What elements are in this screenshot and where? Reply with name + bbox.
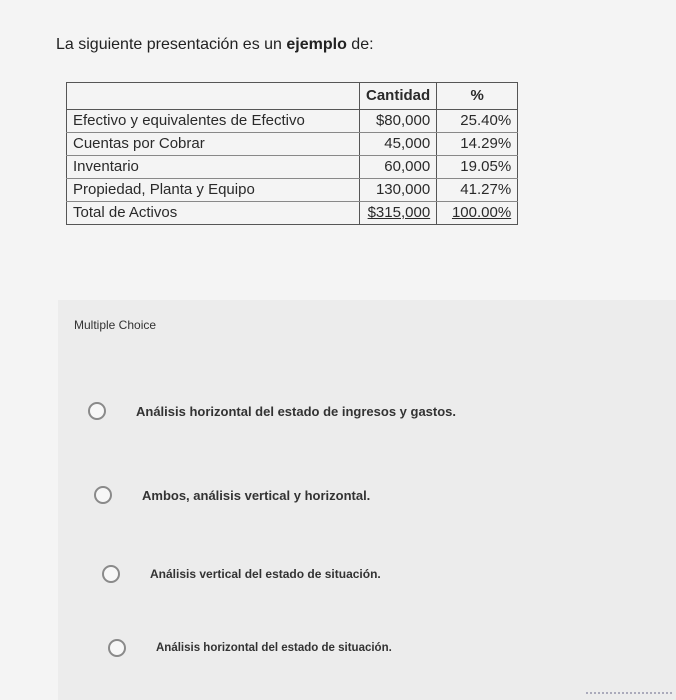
choice-label: Análisis horizontal del estado de situación. (156, 642, 392, 654)
table-row-total (67, 202, 518, 225)
row-percent: 41.27% (437, 179, 518, 202)
choice-option-1[interactable] (88, 402, 456, 420)
choice-option-4[interactable] (108, 639, 392, 657)
multiple-choice-panel (58, 300, 676, 700)
question-suffix: de: (346, 36, 374, 53)
row-amount: 45,000 (360, 133, 437, 156)
table-row (67, 179, 518, 202)
row-label: Cuentas por Cobrar (67, 133, 360, 156)
table-row (67, 110, 518, 133)
row-amount: 130,000 (360, 179, 437, 202)
radio-icon[interactable] (94, 486, 112, 504)
row-percent: 19.05% (437, 156, 518, 179)
multiple-choice-title: Multiple Choice (74, 318, 157, 332)
row-percent: 14.29% (437, 133, 518, 156)
question-text (56, 36, 374, 54)
table-row (67, 133, 518, 156)
row-label: Total de Activos (67, 202, 360, 225)
choice-label: Ambos, análisis vertical y horizontal. (142, 487, 371, 503)
table-row (67, 156, 518, 179)
row-label: Inventario (67, 156, 360, 179)
choice-label: Análisis horizontal del estado de ingresos y gastos. (136, 403, 457, 419)
choice-label: Análisis vertical del estado de situación. (150, 567, 381, 581)
table-header-row (67, 83, 518, 110)
radio-icon[interactable] (102, 565, 120, 583)
question-prefix: La siguiente presentación es un (56, 36, 287, 53)
header-label (67, 83, 360, 110)
question-emphasis: ejemplo (286, 36, 347, 53)
row-percent: 25.40% (437, 110, 518, 133)
header-percent: % (437, 83, 518, 110)
radio-icon[interactable] (108, 639, 126, 657)
row-label: Propiedad, Planta y Equipo (67, 179, 360, 202)
header-amount: Cantidad (360, 83, 437, 110)
row-amount: $315,000 (360, 202, 437, 225)
divider (586, 692, 672, 694)
radio-icon[interactable] (88, 402, 106, 420)
row-amount: $80,000 (360, 110, 437, 133)
balance-table (66, 82, 518, 225)
row-percent: 100.00% (437, 202, 518, 225)
row-amount: 60,000 (360, 156, 437, 179)
choice-option-2[interactable] (94, 486, 370, 504)
row-label: Efectivo y equivalentes de Efectivo (67, 110, 360, 133)
choice-option-3[interactable] (102, 565, 381, 583)
